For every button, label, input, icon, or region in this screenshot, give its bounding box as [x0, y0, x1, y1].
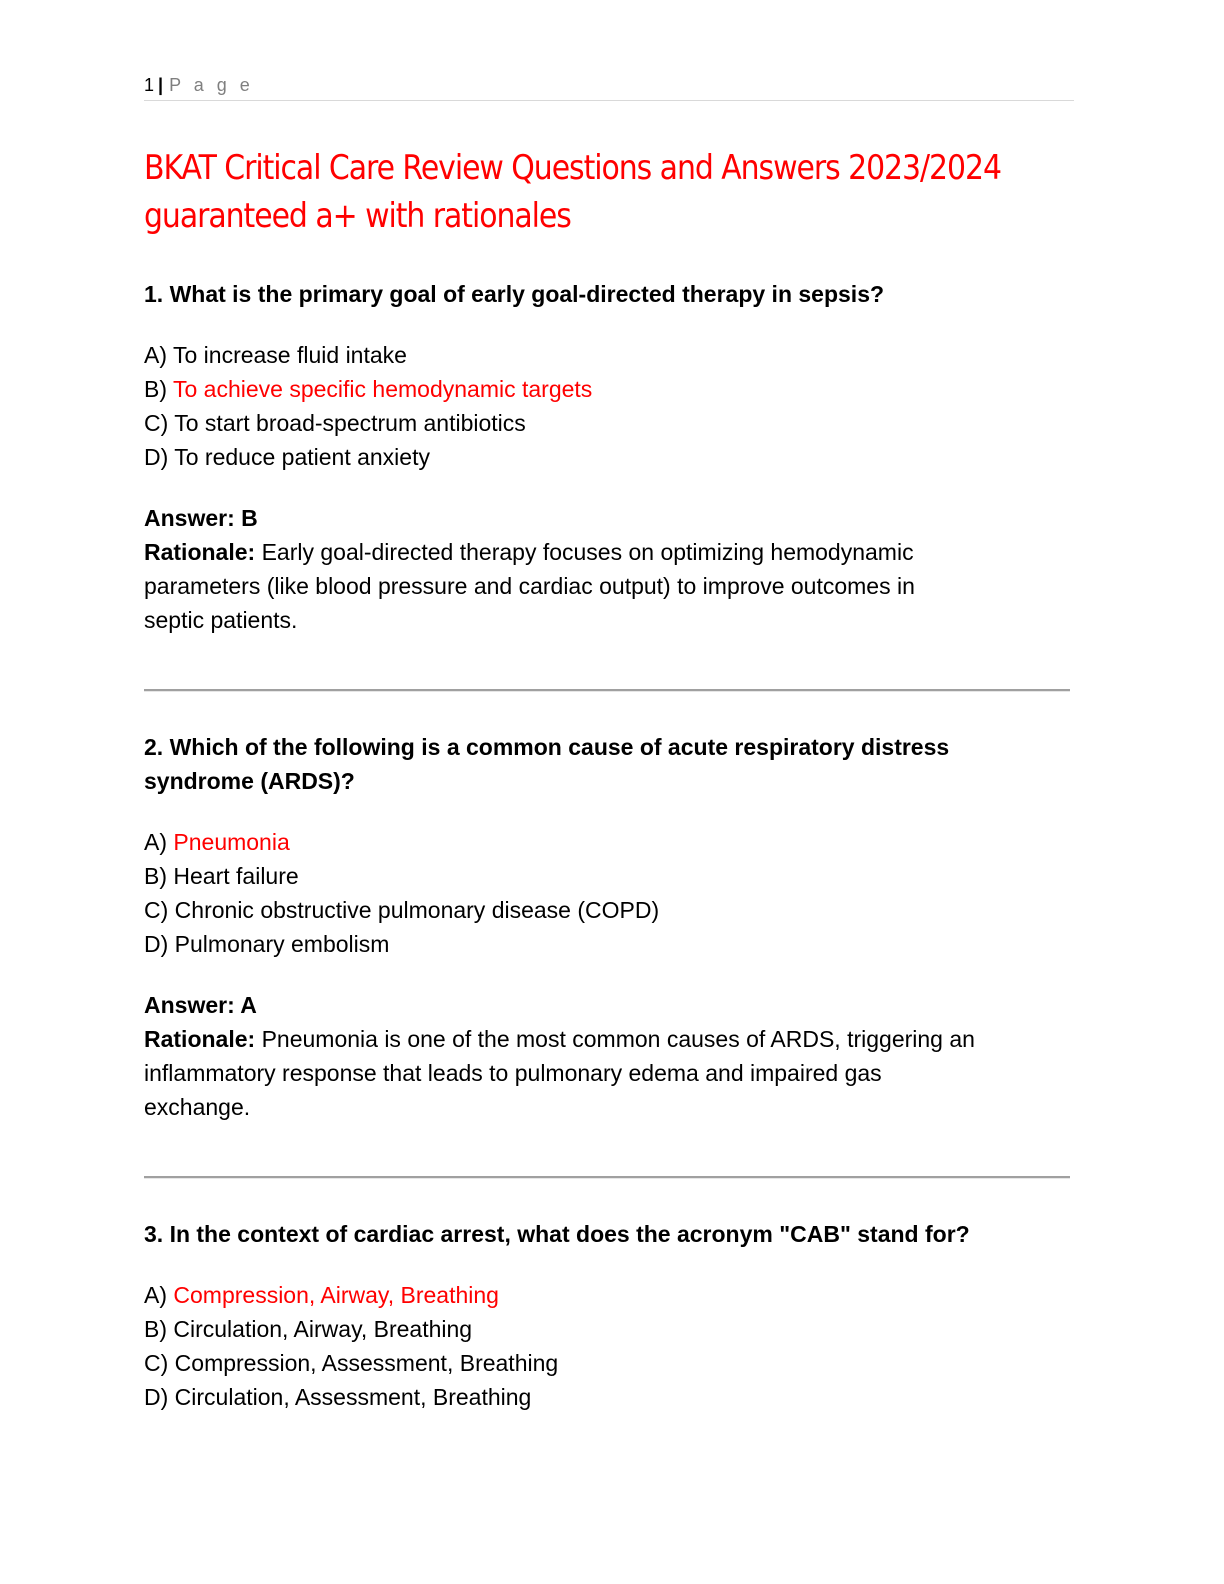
- page-separator: |: [158, 75, 164, 95]
- question-line: syndrome (ARDS)?: [144, 768, 355, 794]
- option-text: Compression, Assessment, Breathing: [174, 1350, 559, 1376]
- option-b: [144, 1312, 1074, 1346]
- rationale-text: inflammatory response that leads to pulmonary edema and impaired gas: [144, 1060, 882, 1086]
- option-text: Circulation, Airway, Breathing: [173, 1316, 473, 1342]
- answer-options: [144, 1278, 1074, 1414]
- rationale-text: septic patients.: [144, 607, 298, 633]
- option-letter: B): [144, 863, 174, 889]
- option-c: [144, 406, 1074, 440]
- option-text: Pulmonary embolism: [174, 931, 390, 957]
- rationale-text: exchange.: [144, 1094, 251, 1120]
- question-line: 1. What is the primary goal of early goal-directed therapy in sepsis?: [144, 281, 885, 307]
- document-title: [144, 144, 1001, 240]
- page-header: [144, 72, 1074, 101]
- option-text: Heart failure: [173, 863, 299, 889]
- option-c: [144, 893, 1074, 927]
- page-number: 1: [144, 75, 155, 95]
- rationale-label: Rationale:: [144, 539, 256, 565]
- document-body: [144, 277, 1074, 1441]
- question-text: [144, 1217, 1074, 1251]
- question-text: [144, 730, 1074, 798]
- option-a: [144, 825, 1074, 859]
- option-letter: C): [144, 410, 175, 436]
- option-text-correct: Compression, Airway, Breathing: [173, 1282, 499, 1308]
- option-letter: D): [144, 931, 175, 957]
- title-line-2: guaranteed a+ with rationales: [144, 196, 571, 236]
- option-letter: C): [144, 1350, 175, 1376]
- rationale-text: parameters (like blood pressure and cardiac output) to improve outcomes in: [144, 573, 915, 599]
- option-letter: A): [144, 1282, 174, 1308]
- question-text: [144, 277, 1074, 311]
- rationale-label: Rationale:: [144, 1026, 256, 1052]
- rationale: [144, 535, 1074, 637]
- option-letter: B): [144, 1316, 174, 1342]
- option-letter: C): [144, 897, 175, 923]
- answer-options: [144, 338, 1074, 474]
- section-divider: [144, 1176, 1070, 1179]
- answer-options: [144, 825, 1074, 961]
- option-d: [144, 927, 1074, 961]
- option-c: [144, 1346, 1074, 1380]
- option-text-correct: To achieve specific hemodynamic targets: [172, 376, 593, 402]
- option-text: Circulation, Assessment, Breathing: [174, 1384, 532, 1410]
- question-block-1: [144, 277, 1074, 637]
- question-block-3: [144, 1217, 1074, 1414]
- option-letter: B): [144, 376, 173, 402]
- option-b: [144, 859, 1074, 893]
- question-block-2: [144, 730, 1074, 1124]
- option-text-correct: Pneumonia: [173, 829, 290, 855]
- option-a: [144, 338, 1074, 372]
- option-text: To increase fluid intake: [172, 342, 407, 368]
- option-d: [144, 440, 1074, 474]
- option-text: To reduce patient anxiety: [174, 444, 430, 470]
- page-label: P a g e: [169, 75, 254, 95]
- question-line: 2. Which of the following is a common cause of acute respiratory distress: [144, 734, 950, 760]
- title-line-1: BKAT Critical Care Review Questions and Answers 2023/2024: [144, 148, 1001, 188]
- option-text: Chronic obstructive pulmonary disease (COPD): [174, 897, 660, 923]
- option-b: [144, 372, 1074, 406]
- option-a: [144, 1278, 1074, 1312]
- option-letter: D): [144, 444, 175, 470]
- rationale-text: Pneumonia is one of the most common causes of ARDS, triggering an: [255, 1026, 975, 1052]
- option-letter: A): [144, 829, 174, 855]
- rationale-text: Early goal-directed therapy focuses on optimizing hemodynamic: [255, 539, 914, 565]
- answer-key: Answer: A: [144, 992, 257, 1018]
- answer-key: Answer: B: [144, 505, 258, 531]
- rationale: [144, 1022, 1074, 1124]
- option-letter: D): [144, 1384, 175, 1410]
- section-divider: [144, 689, 1070, 692]
- question-line: 3. In the context of cardiac arrest, what does the acronym "CAB" stand for?: [144, 1221, 970, 1247]
- option-text: To start broad-spectrum antibiotics: [174, 410, 526, 436]
- option-d: [144, 1380, 1074, 1414]
- option-letter: A): [144, 342, 173, 368]
